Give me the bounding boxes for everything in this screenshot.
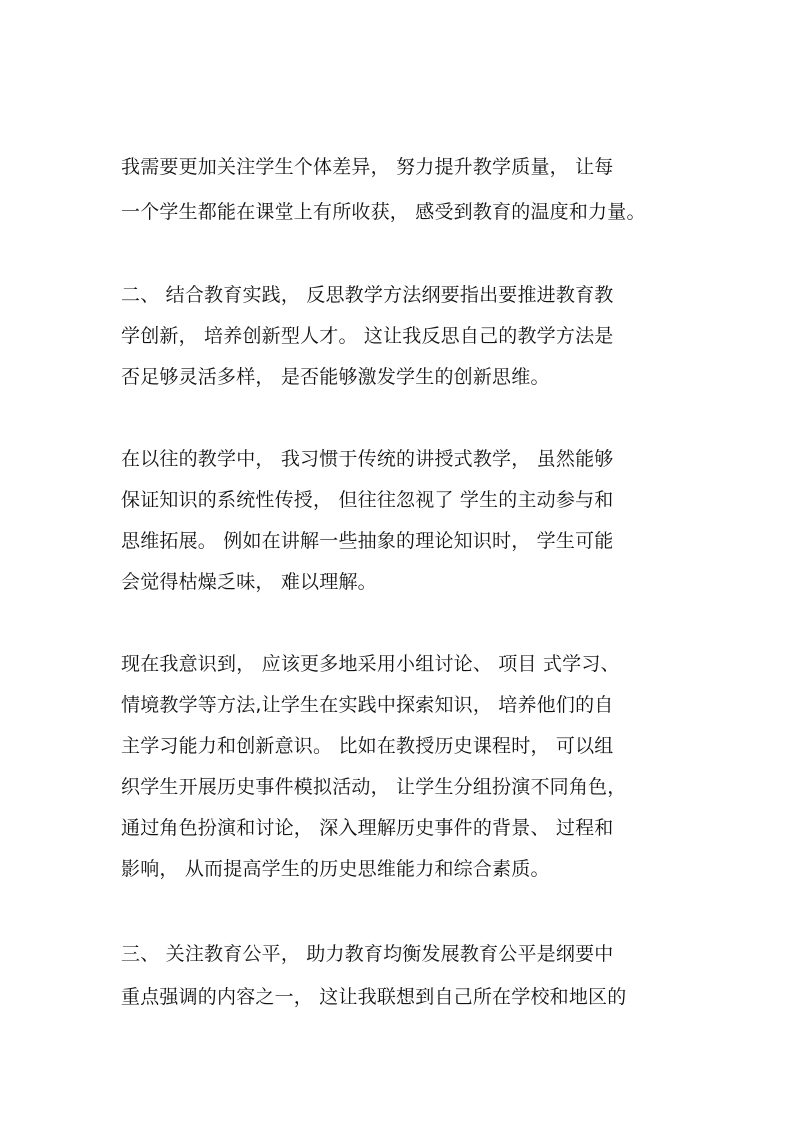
text-line: 会觉得枯燥乏味， 难以理解。 (121, 571, 377, 593)
text-line: 影响， 从而提高学生的历史思维能力和综合素质。 (121, 858, 550, 880)
text-line: 思维拓展。 例如在讲解一些抽象的理论知识时， 学生可能 (121, 530, 614, 552)
text-line: 织学生开展历史事件模拟活动， 让学生分组扮演不同角色， (121, 776, 627, 798)
text-line: 我需要更加关注学生个体差异， 努力提升教学质量， 让每 (121, 156, 614, 178)
text-line: 通过角色扮演和讨论， 深入理解历史事件的背景、 过程和 (121, 817, 614, 839)
text-line: 否足够灵活多样， 是否能够激发学生的创新思维。 (121, 366, 550, 388)
text-line: 三、 关注教育公平， 助力教育均衡发展教育公平是纲要中 (121, 943, 614, 965)
text-line: 二、 结合教育实践， 反思教学方法纲要指出要推进教育教 (121, 284, 614, 306)
text-line: 学创新， 培养创新型人才。 这让我反思自己的教学方法是 (121, 325, 614, 347)
text-line: 保证知识的系统性传授， 但往往忽视了 学生的主动参与和 (121, 489, 614, 511)
text-line: 情境教学等方法,让学生在实践中探索知识， 培养他们的自 (121, 694, 614, 716)
text-line: 在以往的教学中， 我习惯于传统的讲授式教学， 虽然能够 (121, 448, 614, 470)
text-line: 主学习能力和创新意识。 比如在教授历史课程时， 可以组 (121, 735, 614, 757)
text-line: 重点强调的内容之一， 这让我联想到自己所在学校和地区的 (121, 986, 627, 1008)
text-line: 一个学生都能在课堂上有所收获， 感受到教育的温度和力量。 (121, 201, 646, 223)
text-line: 现在我意识到， 应该更多地采用小组讨论、 项目 式学习、 (121, 653, 620, 675)
